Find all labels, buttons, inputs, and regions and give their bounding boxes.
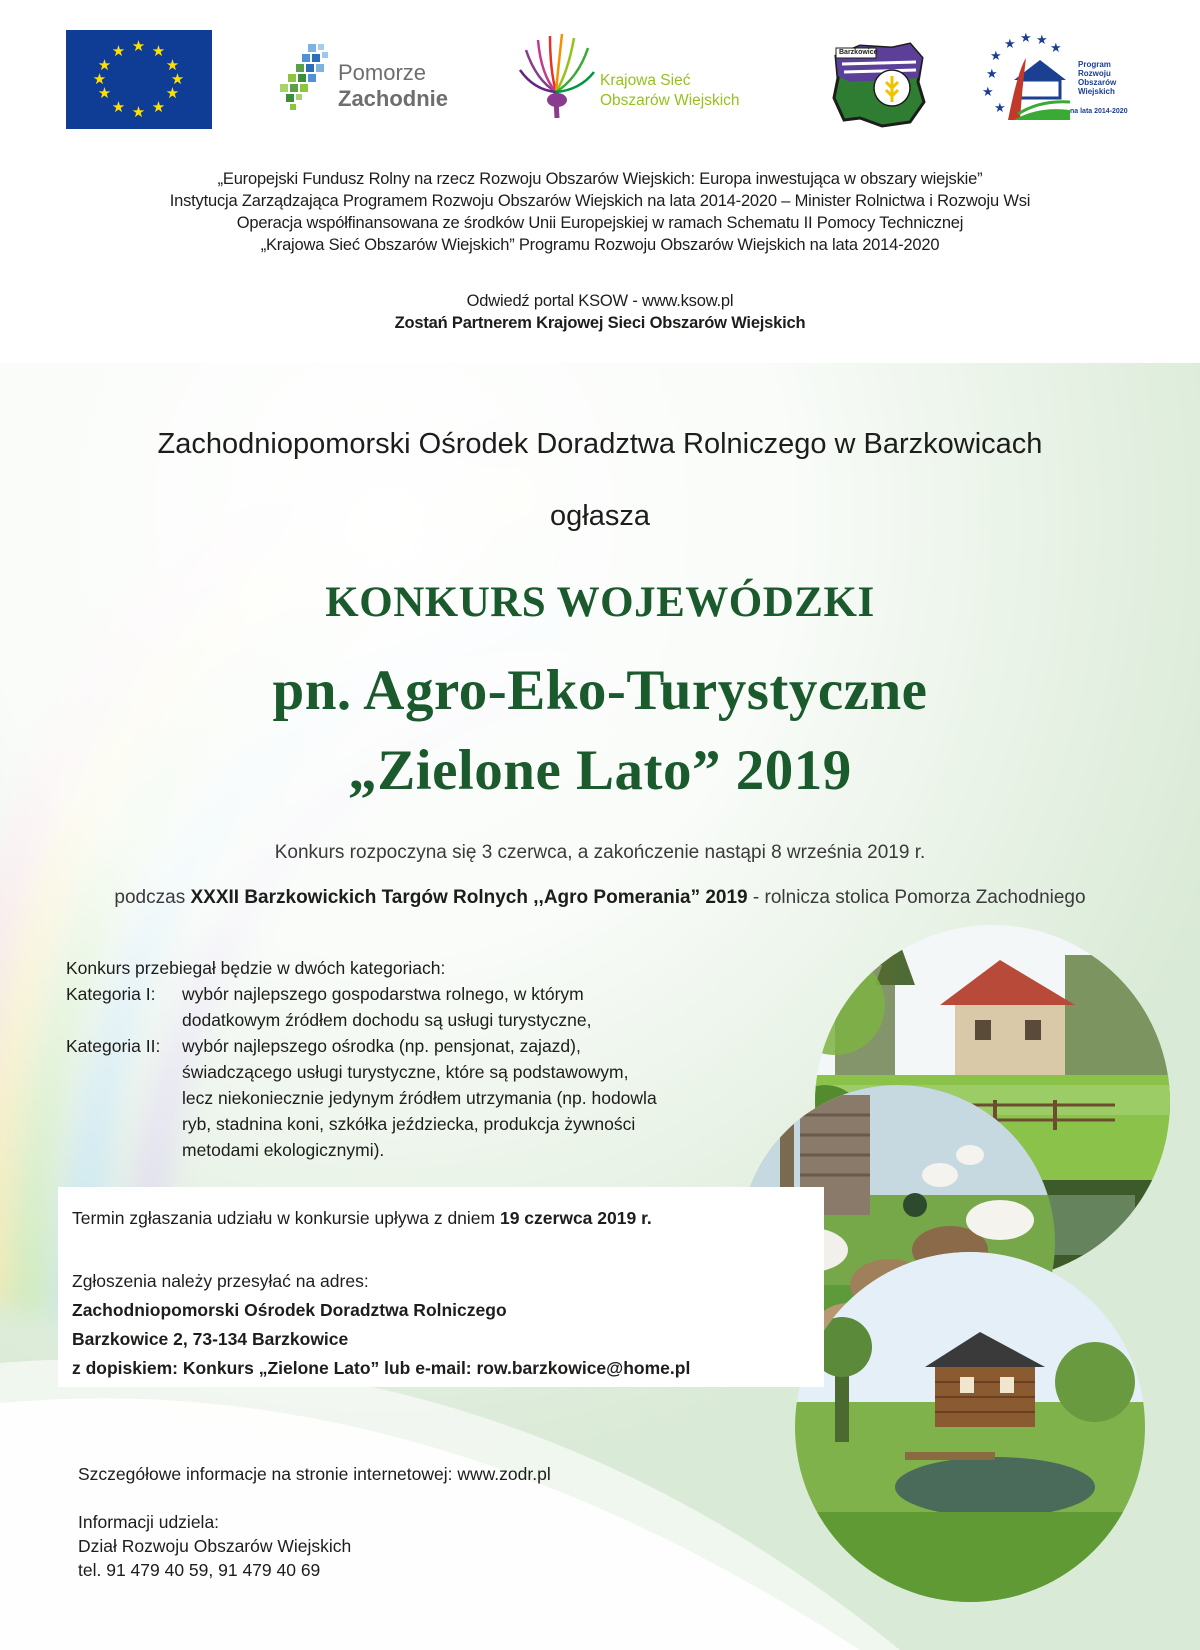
contest-dates: Konkurs rozpoczyna się 3 czerwca, a zakończenie nastąpi 8 września 2019 r. <box>274 842 926 863</box>
footer-info <box>78 1462 551 1582</box>
address-block <box>72 1267 690 1383</box>
category-1-label: Kategoria I: <box>66 984 156 1004</box>
ksow-logo-text-2: Obszarów Wiejskich <box>600 92 740 109</box>
organizer-name: Zachodniopomorski Ośrodek Doradztwa Rolniczego w Barzkowicach <box>157 428 1043 460</box>
category-2-label: Kategoria II: <box>66 1036 161 1056</box>
category-2-text: wybór najlepszego ośrodka (np. pensjonat, zajazd), <box>182 1036 581 1056</box>
category-1-row <box>66 981 706 1007</box>
svg-text:★: ★ <box>1004 37 1016 52</box>
prow-text-2: Rozwoju <box>1078 69 1111 78</box>
contest-title: KONKURS WOJEWÓDZKI <box>325 579 875 626</box>
prow-stars-icon <box>978 30 1078 124</box>
address-street: Barzkowice 2, 73-134 Barzkowice <box>72 1329 349 1349</box>
ksow-tree-icon <box>516 30 598 124</box>
category-2-text-3: lecz niekoniecznie jedynym źródłem utrzymania (np. hodowla <box>182 1088 657 1108</box>
funding-line-2: Instytucja Zarządzająca Programem Rozwoju Obszarów Wiejskich na lata 2014-2020 – Minister Rolnictwa i Rozwoju Wsi <box>169 192 1031 210</box>
ksow-partner-text: Zostań Partnerem Krajowej Sieci Obszarów Wiejskich <box>394 314 806 332</box>
eu-star-icon: ★ <box>131 104 146 121</box>
fair-name: XXXII Barzkowickich Targów Rolnych ,,Agro Pomerania” 2019 <box>190 887 748 908</box>
category-2-text-4: ryb, stadnina koni, szkółka jeździecka, produkcja żywności <box>182 1114 636 1134</box>
pomorze-zachodnie-logo <box>272 40 462 120</box>
categories-section <box>66 955 706 1163</box>
eu-star-icon: ★ <box>111 99 126 116</box>
eu-star-icon: ★ <box>92 71 107 88</box>
svg-text:★: ★ <box>982 85 994 100</box>
funding-line-4: „Krajowa Sieć Obszarów Wiejskich” Programu Rozwoju Obszarów Wiejskich na lata 2014-2020 <box>260 236 940 254</box>
svg-text:★: ★ <box>990 49 1002 64</box>
pomorze-logo-text-1: Pomorze <box>338 60 427 85</box>
svg-text:★: ★ <box>994 101 1006 116</box>
eu-star-icon: ★ <box>165 85 180 102</box>
svg-text:★: ★ <box>1020 31 1032 46</box>
category-2-row <box>66 1033 706 1059</box>
deadline-prefix: Termin zgłaszania udziału w konkursie upływa z dniem <box>72 1208 500 1228</box>
fair-prefix: podczas <box>114 887 191 908</box>
category-1-text-2: dodatkowym źródłem dochodu są usługi turystyczne, <box>182 1010 592 1030</box>
prow-logo <box>978 30 1138 124</box>
ksow-logo-text-1: Krajowa Sieć <box>600 72 691 89</box>
funding-line-1: „Europejski Fundusz Rolny na rzecz Rozwoju Obszarów Wiejskich: Europa inwestująca w obszary wiejskie” <box>217 170 983 188</box>
svg-text:★: ★ <box>1036 33 1048 48</box>
address-name: Zachodniopomorski Ośrodek Doradztwa Rolniczego <box>72 1300 507 1320</box>
eu-flag-logo <box>66 30 212 129</box>
svg-text:★: ★ <box>1050 41 1062 56</box>
eu-star-icon: ★ <box>97 57 112 74</box>
info-label: Informacji udziela: <box>78 1512 220 1532</box>
eu-star-icon: ★ <box>165 57 180 74</box>
department-name: Dział Rozwoju Obszarów Wiejskich <box>78 1536 352 1556</box>
categories-intro: Konkurs przebiegał będzie w dwóch kategoriach: <box>66 958 446 978</box>
address-intro: Zgłoszenia należy przesyłać na adres: <box>72 1271 369 1291</box>
category-1-text: wybór najlepszego gospodarstwa rolnego, w którym <box>182 984 584 1004</box>
funding-line-3: Operacja współfinansowana ze środków Unii Europejskiej w ramach Schematu II Pomocy Technicznej <box>236 214 964 232</box>
fair-suffix: - rolnicza stolica Pomorza Zachodniego <box>747 887 1086 908</box>
contest-name-line-2: „Zielone Lato” 2019 <box>348 739 852 802</box>
fair-info <box>0 887 1200 909</box>
eu-star-icon: ★ <box>170 71 185 88</box>
category-2-text-5: metodami ekologicznymi). <box>182 1140 385 1160</box>
deadline-text <box>72 1208 652 1229</box>
category-2-text-2: świadczącego usługi turystyczne, które są podstawowym, <box>182 1062 629 1082</box>
address-note-email[interactable]: z dopiskiem: Konkurs „Zielone Lato” lub e-mail: row.barzkowice@home.pl <box>72 1358 691 1378</box>
eu-star-icon: ★ <box>131 38 146 55</box>
deadline-date: 19 czerwca 2019 r. <box>499 1208 652 1228</box>
funding-statement <box>0 168 1200 256</box>
ksow-portal-link[interactable]: Odwiedź portal KSOW - www.ksow.pl <box>466 292 734 310</box>
prow-text-3: Obszarów <box>1078 78 1117 87</box>
pixel-mosaic-icon <box>272 40 342 120</box>
prow-logo-text <box>1078 60 1116 96</box>
prow-text-4: Wiejskich <box>1078 87 1115 96</box>
ksow-logo <box>516 30 786 124</box>
barzkowice-logo <box>830 38 928 130</box>
svg-text:★: ★ <box>986 67 998 82</box>
announces-text: ogłasza <box>550 500 650 532</box>
prow-text-5: na lata 2014-2020 <box>1070 108 1128 115</box>
eu-star-icon: ★ <box>97 85 112 102</box>
barzkowice-logo-text: Barzkowice <box>839 49 878 56</box>
phone-numbers: tel. 91 479 40 59, 91 479 40 69 <box>78 1560 321 1580</box>
website-link[interactable]: Szczegółowe informacje na stronie internetowej: www.zodr.pl <box>78 1464 551 1484</box>
contest-name-line-1: pn. Agro-Eko-Turystyczne <box>272 659 928 722</box>
eu-star-icon: ★ <box>151 43 166 60</box>
eu-star-icon: ★ <box>111 43 126 60</box>
prow-text-1: Program <box>1078 60 1111 69</box>
photo-log-cabin <box>795 1252 1145 1602</box>
pomorze-logo-text-2: Zachodnie <box>338 86 449 111</box>
eu-star-icon: ★ <box>151 99 166 116</box>
